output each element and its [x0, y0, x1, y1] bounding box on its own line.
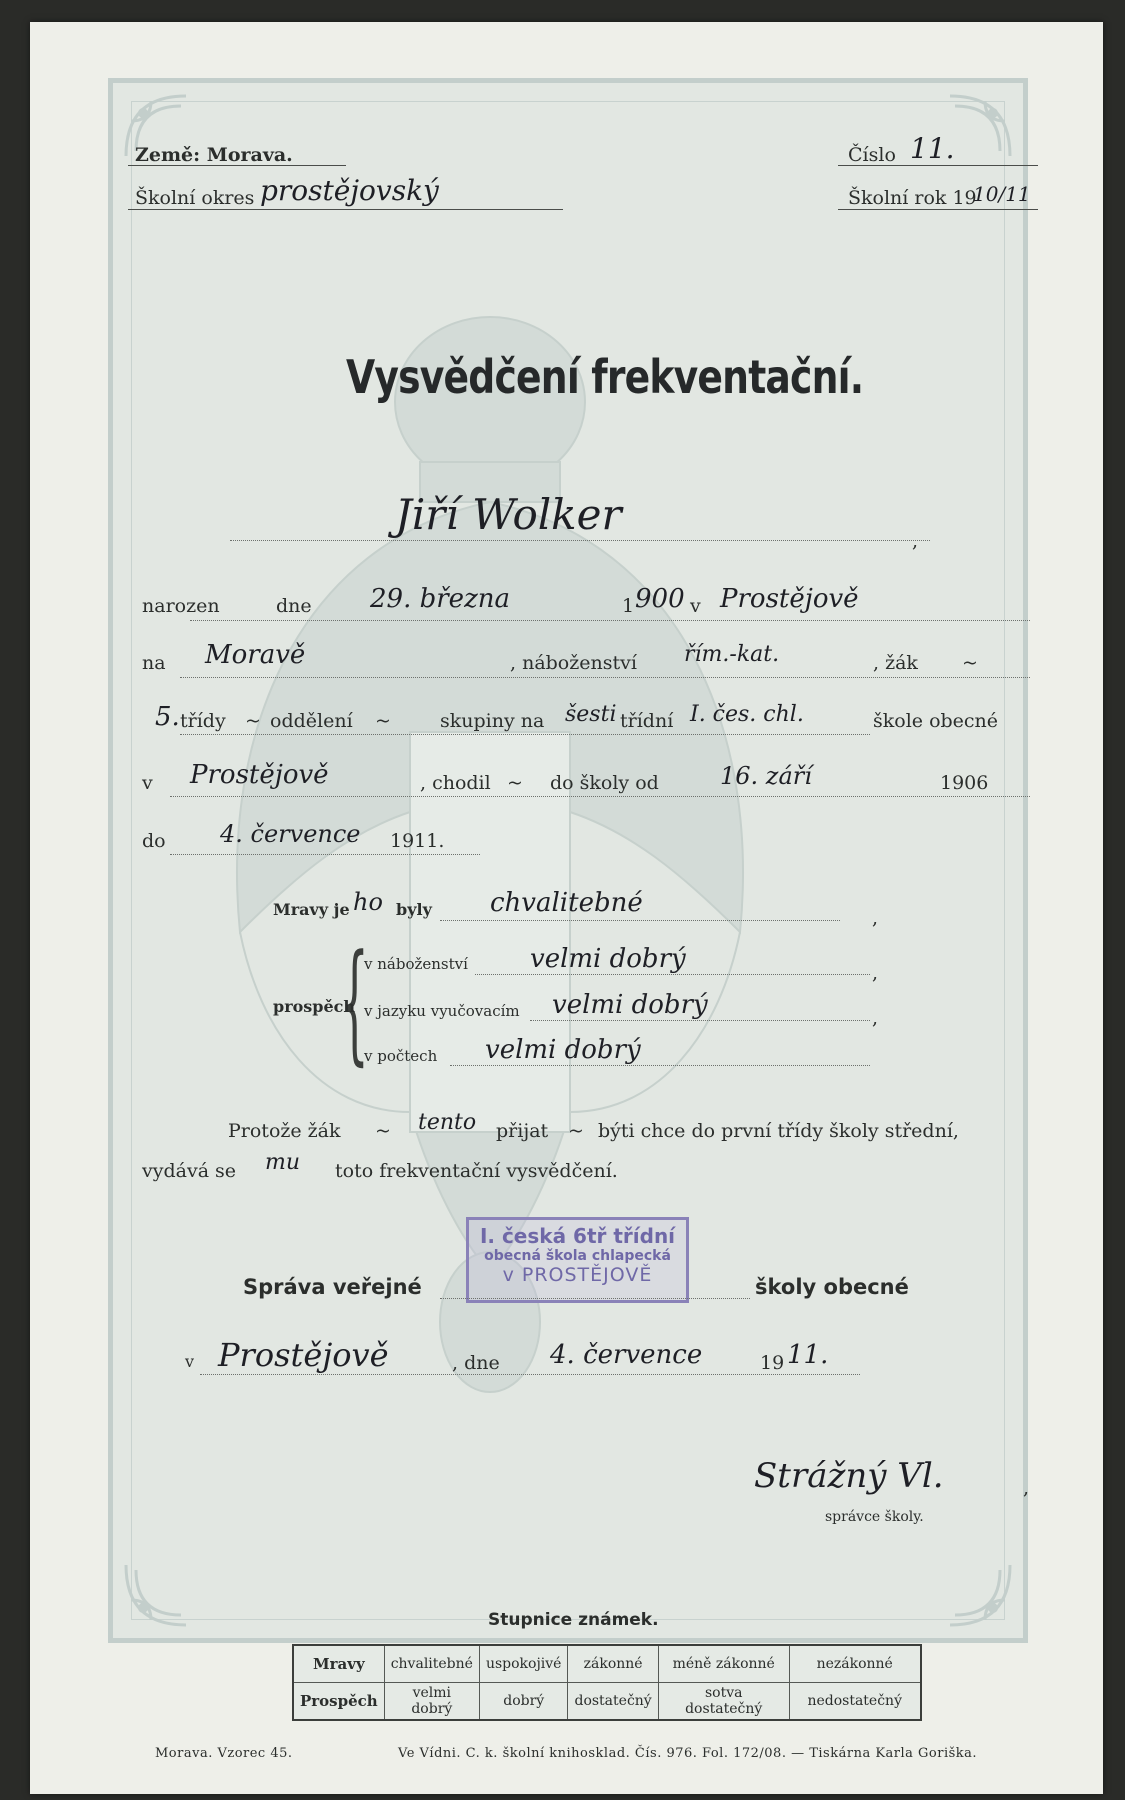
table-cell: uspokojivé — [479, 1645, 568, 1683]
signer-comma: , — [1023, 1477, 1030, 1499]
arithmetic-subject-dotted-line — [450, 1065, 870, 1066]
progress-label: prospěch — [273, 997, 356, 1016]
statement-part4: vydává se — [142, 1160, 237, 1182]
footer-printer: Ve Vídni. C. k. školní knihosklad. Čís. 976. Fol. 172/08. — Tiskárna Karla Goriška. — [398, 1746, 978, 1761]
language-subject-dotted-line — [530, 1020, 870, 1021]
language-subject-value: velmi dobrý — [552, 990, 708, 1020]
admin-left: Správa veřejné — [243, 1275, 422, 1299]
morals-value: chvalitebné — [490, 888, 643, 918]
land-underline — [128, 165, 346, 166]
grading-scale-table — [292, 1644, 922, 1721]
statement-dash1: ~ — [375, 1120, 391, 1142]
class-dash: ~ — [245, 710, 261, 732]
religion: řím.-kat. — [684, 642, 780, 667]
table-cell: velmi dobrý — [384, 1683, 479, 1721]
signer: Strážný Vl. — [754, 1456, 944, 1496]
corner-ornament-icon — [945, 1560, 1015, 1630]
region: Moravě — [205, 640, 306, 670]
morals-dotted-line — [440, 920, 840, 921]
statement-part3: býti chce do první třídy školy střední, — [598, 1120, 959, 1142]
admin-right: školy obecné — [755, 1275, 909, 1299]
religion-subject-comma: , — [872, 962, 879, 984]
table-row — [293, 1683, 921, 1721]
class-label: třídy — [180, 710, 226, 732]
attended-label: , chodil — [420, 772, 491, 794]
school-label: škole obecné — [873, 710, 999, 732]
statement-part1: Protože žák — [228, 1120, 341, 1142]
signature-year: 11. — [787, 1340, 829, 1370]
district-value: prostějovský — [260, 174, 439, 207]
table-cell: nedostatečný — [789, 1683, 921, 1721]
group-label: skupiny na — [440, 710, 545, 732]
birth-date: 29. března — [370, 584, 511, 614]
birth-in-label: v — [690, 595, 701, 617]
signature-place: Prostějově — [218, 1336, 389, 1374]
morals-verb: byly — [396, 900, 432, 919]
na-dotted-line — [180, 677, 1030, 678]
grade: 5. — [155, 702, 180, 732]
signer-role: správce školy. — [825, 1509, 924, 1525]
student-name: Jiří Wolker — [395, 490, 622, 539]
stamp-line1: I. česká 6tř třídní — [479, 1224, 676, 1248]
table-cell: Prospěch — [293, 1683, 384, 1721]
morals-label: Mravy je — [273, 900, 350, 919]
number-value: 11. — [910, 132, 955, 165]
land-label: Země: Morava. — [135, 144, 293, 166]
statement-part5: toto frekventační vysvědčení. — [335, 1160, 618, 1182]
school-stamp — [466, 1217, 689, 1303]
na-label: na — [142, 652, 166, 674]
district-label: Školní okres — [135, 187, 255, 209]
scale-title: Stupnice známek. — [488, 1610, 659, 1630]
arithmetic-subject-label: v počtech — [364, 1047, 438, 1065]
statement-pronoun: tento — [418, 1110, 477, 1135]
place-v-label: v — [185, 1352, 195, 1371]
stamp-line3: v PROSTĚJOVĚ — [502, 1264, 653, 1286]
religion-subject-label: v náboženství — [364, 955, 468, 973]
v-label: v — [142, 772, 153, 794]
from-year: 1906 — [940, 772, 989, 794]
to-year: 1911. — [390, 830, 445, 852]
stamp-line2: obecná škola chlapecká — [484, 1248, 671, 1264]
name-dotted-line — [230, 540, 930, 541]
pupil-dash: ~ — [962, 652, 978, 674]
religion-subject-value: velmi dobrý — [530, 944, 686, 974]
day-label: dne — [276, 595, 312, 617]
number-label: Číslo — [848, 144, 896, 166]
table-cell: dobrý — [479, 1683, 568, 1721]
to-dotted-line — [170, 854, 480, 855]
corner-ornament-icon — [121, 1560, 191, 1630]
religion-label: , náboženství — [510, 652, 637, 674]
district-underline — [128, 209, 563, 210]
birth-place: Prostějově — [720, 584, 859, 614]
table-cell: dostatečný — [568, 1683, 658, 1721]
name-comma: , — [912, 530, 919, 552]
birth-year: 900 — [635, 584, 685, 614]
to-label: do — [142, 830, 166, 852]
school-name: I. čes. chl. — [690, 702, 804, 727]
from-label: do školy od — [550, 772, 659, 794]
table-cell: méně zákonné — [658, 1645, 789, 1683]
table-cell: nezákonné — [789, 1645, 921, 1683]
table-cell: chvalitebné — [384, 1645, 479, 1683]
document-title: Vysvědčení frekventační. — [346, 350, 864, 404]
table-cell: zákonné — [568, 1645, 658, 1683]
attended-dotted-line — [170, 796, 1030, 797]
corner-ornament-icon — [945, 91, 1015, 161]
table-cell: Mravy — [293, 1645, 384, 1683]
arithmetic-subject-value: velmi dobrý — [485, 1035, 641, 1065]
date-label: , dne — [452, 1352, 500, 1374]
language-subject-comma: , — [872, 1007, 879, 1029]
birth-year-prefix: 1 — [622, 595, 635, 617]
signature-date: 4. července — [550, 1340, 703, 1370]
grades-brace: { — [340, 926, 369, 1078]
class-school-label: třídní — [620, 710, 674, 732]
school-year-value: 10/11 — [973, 182, 1031, 206]
statement-recipient: mu — [265, 1150, 301, 1175]
school-year-underline — [838, 209, 1038, 210]
statement-dash2: ~ — [568, 1120, 584, 1142]
table-cell: sotva dostatečný — [658, 1683, 789, 1721]
born-label: narozen — [142, 595, 220, 617]
certificate-paper — [30, 22, 1103, 1794]
from-date: 16. září — [720, 762, 812, 790]
school-place: Prostějově — [190, 760, 329, 790]
morals-pronoun: ho — [353, 888, 383, 916]
morals-comma: , — [872, 907, 879, 929]
language-subject-label: v jazyku vyučovacím — [364, 1002, 520, 1020]
school-type: šesti — [565, 702, 617, 727]
statement-part2: přijat — [496, 1120, 549, 1142]
school-year-label: Školní rok 19 — [848, 187, 977, 209]
department-dash: ~ — [375, 710, 391, 732]
class-dotted-line — [180, 734, 870, 735]
footer-form-number: Morava. Vzorec 45. — [155, 1746, 293, 1761]
to-date: 4. července — [220, 820, 361, 848]
attended-dash: ~ — [507, 772, 523, 794]
number-underline — [838, 165, 1038, 166]
admin-dotted-line — [440, 1298, 750, 1299]
department-label: oddělení — [270, 710, 353, 732]
born-dotted-line — [190, 620, 1030, 621]
religion-subject-dotted-line — [475, 974, 870, 975]
signature-year-prefix: 19 — [760, 1352, 785, 1374]
table-row — [293, 1645, 921, 1683]
pupil-label: , žák — [873, 652, 918, 674]
place-dotted-line — [200, 1374, 860, 1375]
